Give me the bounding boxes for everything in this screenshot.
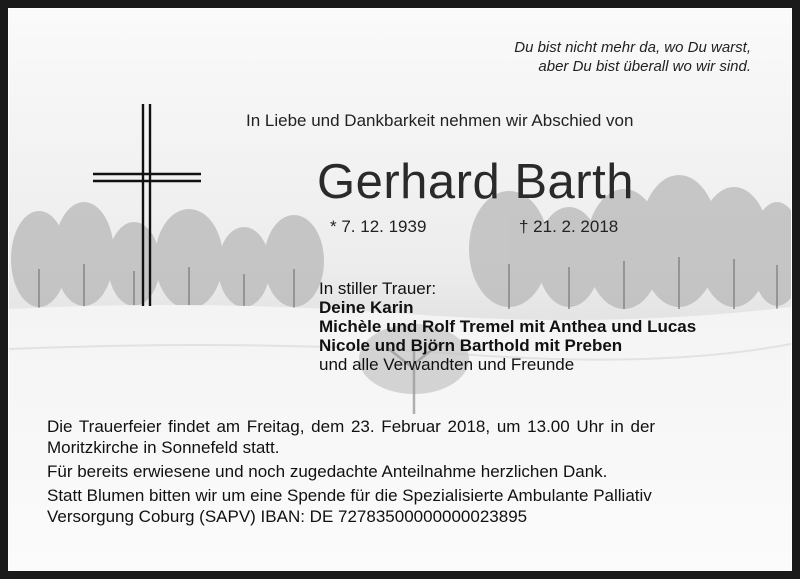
mourner-name: Deine Karin <box>319 298 414 317</box>
memorial-quote <box>514 38 751 76</box>
funeral-line-1: Die Trauerfeier findet am Freitag, dem 23. Februar 2018, um 13.00 Uhr in der <box>47 417 656 436</box>
funeral-line-2: Moritzkirche in Sonnefeld statt. <box>47 438 280 457</box>
mourners-others: und alle Verwandten und Freunde <box>319 355 575 374</box>
deceased-name: Gerhard Barth <box>317 155 634 209</box>
thanks-line: Für bereits erwiesene und noch zugedachte Anteilnahme herzlichen Dank. <box>47 462 608 481</box>
notice-body <box>47 416 655 527</box>
quote-line-1: Du bist nicht mehr da, wo Du warst, <box>514 39 751 56</box>
mourners-heading: In stiller Trauer: <box>319 279 437 298</box>
birth-date: * 7. 12. 1939 <box>330 217 427 236</box>
death-date: † 21. 2. 2018 <box>519 217 619 236</box>
mourner-name: Michèle und Rolf Tremel mit Anthea und Lucas <box>319 317 697 336</box>
donation-line-1: Statt Blumen bitten wir um eine Spende für die Spezialisierte Ambulante Palliativ <box>47 486 652 505</box>
mourners-block <box>319 279 696 374</box>
donation-line-2: Versorgung Coburg (SAPV) IBAN: DE 72783500000000023895 <box>47 507 528 526</box>
mourner-name: Nicole und Björn Barthold mit Preben <box>319 336 623 355</box>
cross-icon <box>93 104 201 306</box>
quote-line-2: aber Du bist überall wo wir sind. <box>538 58 751 75</box>
intro-text: In Liebe und Dankbarkeit nehmen wir Abschied von <box>246 111 634 130</box>
